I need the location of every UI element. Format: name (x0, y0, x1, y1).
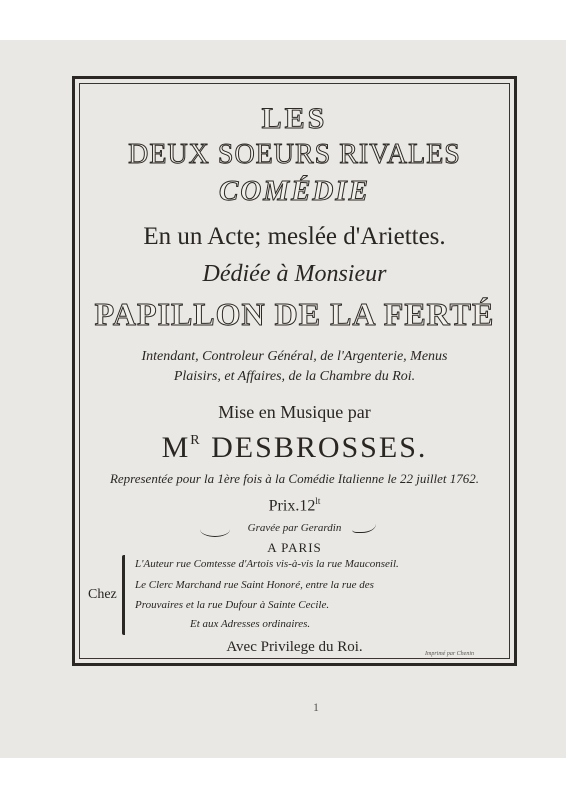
dedication-line: Dédiée à Monsieur (202, 261, 387, 287)
seller-address-4: Et aux Adresses ordinaires. (190, 618, 311, 630)
printer-note: Imprimé par Chenin (425, 651, 474, 657)
chez-label: Chez (88, 587, 117, 602)
price-label: Prix.12 (268, 497, 316, 515)
composer-prefix: M (161, 431, 191, 464)
subtitle-en-un-acte: En un Acte; meslée d'Ariettes. (143, 223, 446, 250)
composer-surname: DESBROSSES. (211, 431, 428, 464)
publication-city: A PARIS (267, 540, 322, 555)
royal-privilege: Avec Privilege du Roi. (226, 639, 363, 655)
title-les: LES (261, 102, 328, 135)
page-number: 1 (313, 700, 319, 714)
title-deux-soeurs-rivales: DEUX SOEURS RIVALES (128, 139, 461, 170)
dedicatee-name: PAPILLON DE LA FERTÉ (94, 296, 495, 332)
composer-name (79, 433, 510, 463)
dedicatee-titles-line-1: Intendant, Controleur Général, de l'Argenterie, Menus (141, 349, 448, 364)
title-comedie: COMÉDIE (219, 175, 370, 207)
address-brace (122, 555, 129, 635)
music-by-label: Mise en Musique par (218, 402, 371, 422)
performance-note: Representée pour la 1ère fois à la Comédie Italienne le 22 juillet 1762. (109, 471, 480, 486)
composer-prefix-sup: R (190, 433, 202, 448)
seller-address-3: Prouvaires et la rue Dufour à Sainte Cecile. (135, 599, 330, 611)
seller-address-2: Le Clerc Marchand rue Saint Honoré, entre la rue des (135, 579, 374, 591)
engraver-credit: Gravée par Gerardin (247, 522, 342, 534)
seller-address-1: L'Auteur rue Comtesse d'Artois vis-à-vis la rue Mauconseil. (135, 558, 399, 570)
price (79, 497, 510, 514)
dedicatee-titles-line-2: Plaisirs, et Affaires, de la Chambre du Roi. (173, 369, 416, 384)
price-unit: lt (315, 496, 321, 506)
